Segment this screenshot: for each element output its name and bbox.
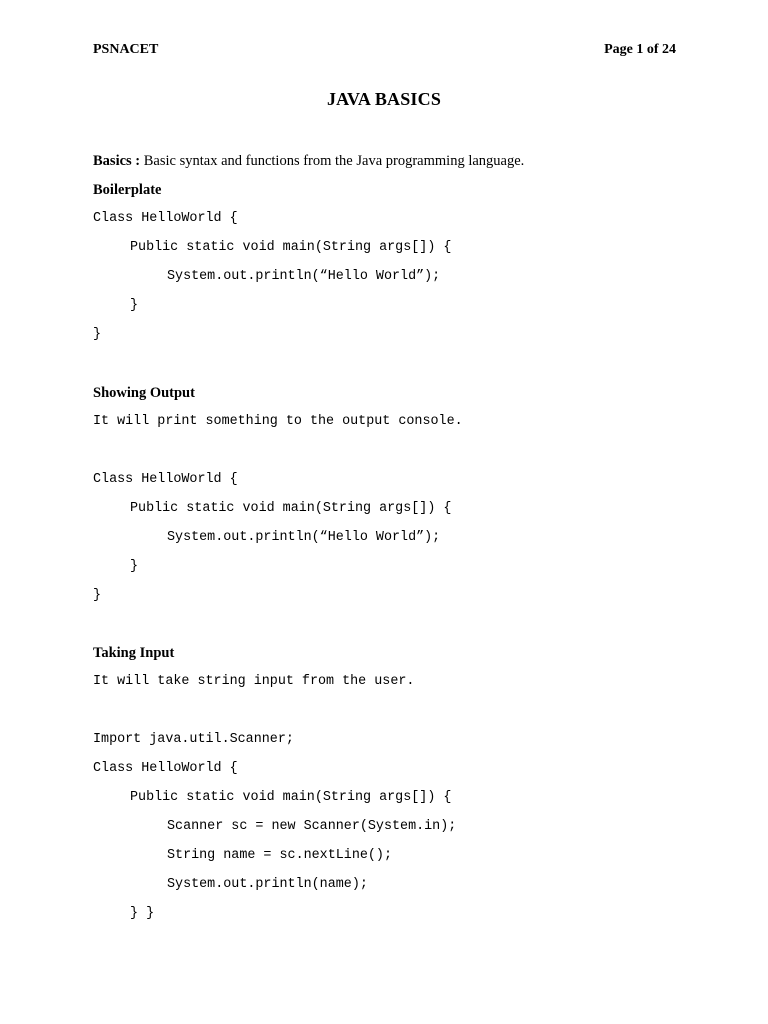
section-description-input: It will take string input from the user. (93, 674, 415, 689)
code-line: } (130, 298, 139, 313)
code-line: Scanner sc = new Scanner(System.in); (167, 819, 457, 834)
page-header (93, 42, 676, 60)
code-line: Public static void main(String args[]) { (130, 240, 452, 255)
code-line: System.out.println(name); (167, 877, 368, 892)
code-line: String name = sc.nextLine(); (167, 848, 392, 863)
code-line: } (93, 588, 102, 603)
section-heading-output: Showing Output (93, 385, 195, 401)
code-line: System.out.println(“Hello World”); (167, 530, 441, 545)
code-line: } (93, 327, 102, 342)
code-line: Class HelloWorld { (93, 472, 238, 487)
code-line: Import java.util.Scanner; (93, 732, 294, 747)
code-line: Class HelloWorld { (93, 211, 238, 226)
intro-label: Basics : (93, 153, 141, 169)
code-line: Public static void main(String args[]) { (130, 501, 452, 516)
code-line: System.out.println(“Hello World”); (167, 269, 441, 284)
section-heading-boilerplate: Boilerplate (93, 182, 162, 198)
header-institution: PSNACET (93, 42, 159, 57)
section-heading-input: Taking Input (93, 645, 175, 661)
code-line: } (130, 559, 139, 574)
code-line: Class HelloWorld { (93, 761, 238, 776)
header-page-number: Page 1 of 24 (604, 42, 676, 57)
section-description-output: It will print something to the output console. (93, 414, 463, 429)
code-line: } } (130, 906, 155, 921)
document-title: JAVA BASICS (326, 89, 442, 109)
intro-text: Basic syntax and functions from the Java programming language. (143, 153, 525, 169)
code-line: Public static void main(String args[]) { (130, 790, 452, 805)
intro-paragraph (93, 152, 524, 170)
